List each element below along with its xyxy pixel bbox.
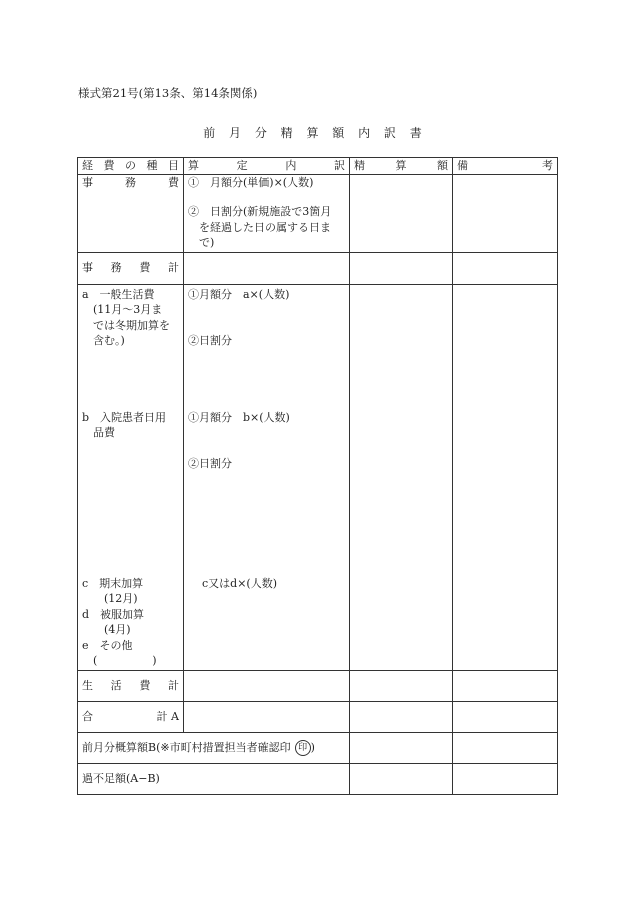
label-char: 生 [82,678,93,692]
office-expense-remarks-cell[interactable] [453,174,558,252]
form-number: 様式第21号(第13条、第14条関係) [78,86,258,100]
header-char: 額 [437,159,448,172]
office-expense-row [78,174,558,252]
header-expense-type [78,158,184,175]
office-expense-total-label [78,252,184,284]
header-char: 内 [285,159,297,172]
header-char: 精 [354,159,365,172]
label-char: 務 [110,261,122,275]
prev-month-estimate-amount-cell[interactable] [350,732,453,763]
calc-line: ①月額分 b×(人数) [188,410,290,424]
item-text: (11月～3月ま [93,303,163,316]
calc-line: ②日割分 [188,333,232,347]
total-a-label [78,701,184,732]
calc-line: ① 月額分(単価)×(人数) [188,175,314,189]
item-text: 含む。) [93,334,125,347]
office-expense-total-remarks-cell[interactable] [453,252,558,284]
header-row [78,158,558,175]
total-a-calculation-cell [184,701,350,732]
header-char: 考 [542,159,553,172]
item-text: d 被服加算 [82,607,145,621]
header-char: 費 [103,159,115,172]
label-char: 事 [82,175,93,189]
header-settlement-amount [350,158,453,175]
item-text: (4月) [104,623,131,636]
prev-month-estimate-label [78,732,350,763]
calc-line: c又はd×(人数) [202,576,278,590]
living-expense-calculation [184,284,350,670]
living-expense-items [78,284,184,670]
label-char: 費 [139,678,151,692]
office-expense-total-amount-cell[interactable] [350,252,453,284]
label-char: 務 [125,175,136,189]
document-title: 前 月 分 精 算 額 内 訳 書 [203,126,427,140]
living-expense-total-remarks-cell[interactable] [453,670,558,701]
calc-line: ② 日割分(新規施設で3箇月 [188,205,332,218]
label-char: 事 [82,261,93,275]
header-char: 定 [236,159,248,172]
calc-line: を経過した日の属する日ま [199,220,331,234]
office-expense-total-row [78,252,558,284]
balance-remarks-cell[interactable] [453,763,558,794]
label-char: 費 [168,175,179,189]
balance-row [78,763,558,794]
header-char: 備 [457,159,468,172]
header-remarks [453,158,558,175]
item-text: 品費 [93,426,115,439]
item-text: e その他 [82,638,133,652]
calc-line: ②日割分 [188,456,232,470]
label-char: 計 A [156,709,179,723]
calc-line: で) [199,236,215,249]
total-a-remarks-cell[interactable] [453,701,558,732]
total-a-amount-cell[interactable] [350,701,453,732]
office-expense-total-calculation-cell [184,252,350,284]
calc-line: ①月額分 a×(人数) [188,287,290,301]
label-char: 計 [167,678,179,692]
item-text: ( ) [93,654,157,667]
living-expense-row [78,284,558,670]
item-year-end-and-other [82,576,182,669]
office-expense-label [78,174,184,252]
item-general-living [82,287,182,349]
prev-month-estimate-close: ) [310,740,315,754]
item-inpatient-supplies [82,410,182,441]
office-expense-calculation [184,174,350,252]
header-char: 算 [188,159,199,172]
prev-month-estimate-remarks-cell[interactable] [453,732,558,763]
prev-month-estimate-row [78,732,558,763]
item-text: では冬期加算を [93,318,170,332]
label-char: 合 [82,709,93,723]
living-expense-total-calculation-cell [184,670,350,701]
living-expense-remarks-cell[interactable] [453,284,558,670]
label-char: 活 [110,678,122,692]
item-text: b 入院患者日用 [82,410,167,424]
living-expense-total-amount-cell[interactable] [350,670,453,701]
seal-icon: 印 [295,740,311,756]
total-a-row [78,701,558,732]
header-char: 目 [168,159,179,172]
balance-label: 過不足額(A−B) [78,763,350,794]
label-char: 費 [139,261,151,275]
living-expense-total-label [78,670,184,701]
prev-month-estimate-text: 前月分概算額B(※市町村措置担当者確認印 [82,740,291,754]
header-char: 訳 [333,159,345,172]
header-char: 経 [82,159,93,172]
item-text: c 期末加算 [82,576,144,590]
office-expense-amount-cell[interactable] [350,174,453,252]
label-char: 計 [167,261,179,275]
living-expense-amount-cell[interactable] [350,284,453,670]
living-expense-total-row [78,670,558,701]
item-text: (12月) [104,592,138,605]
header-calculation-breakdown [184,158,350,175]
header-char: 算 [395,159,407,172]
header-char: 種 [146,159,158,172]
item-text: a 一般生活費 [82,287,155,301]
settlement-table [77,157,558,795]
header-char: の [125,159,136,172]
balance-amount-cell[interactable] [350,763,453,794]
